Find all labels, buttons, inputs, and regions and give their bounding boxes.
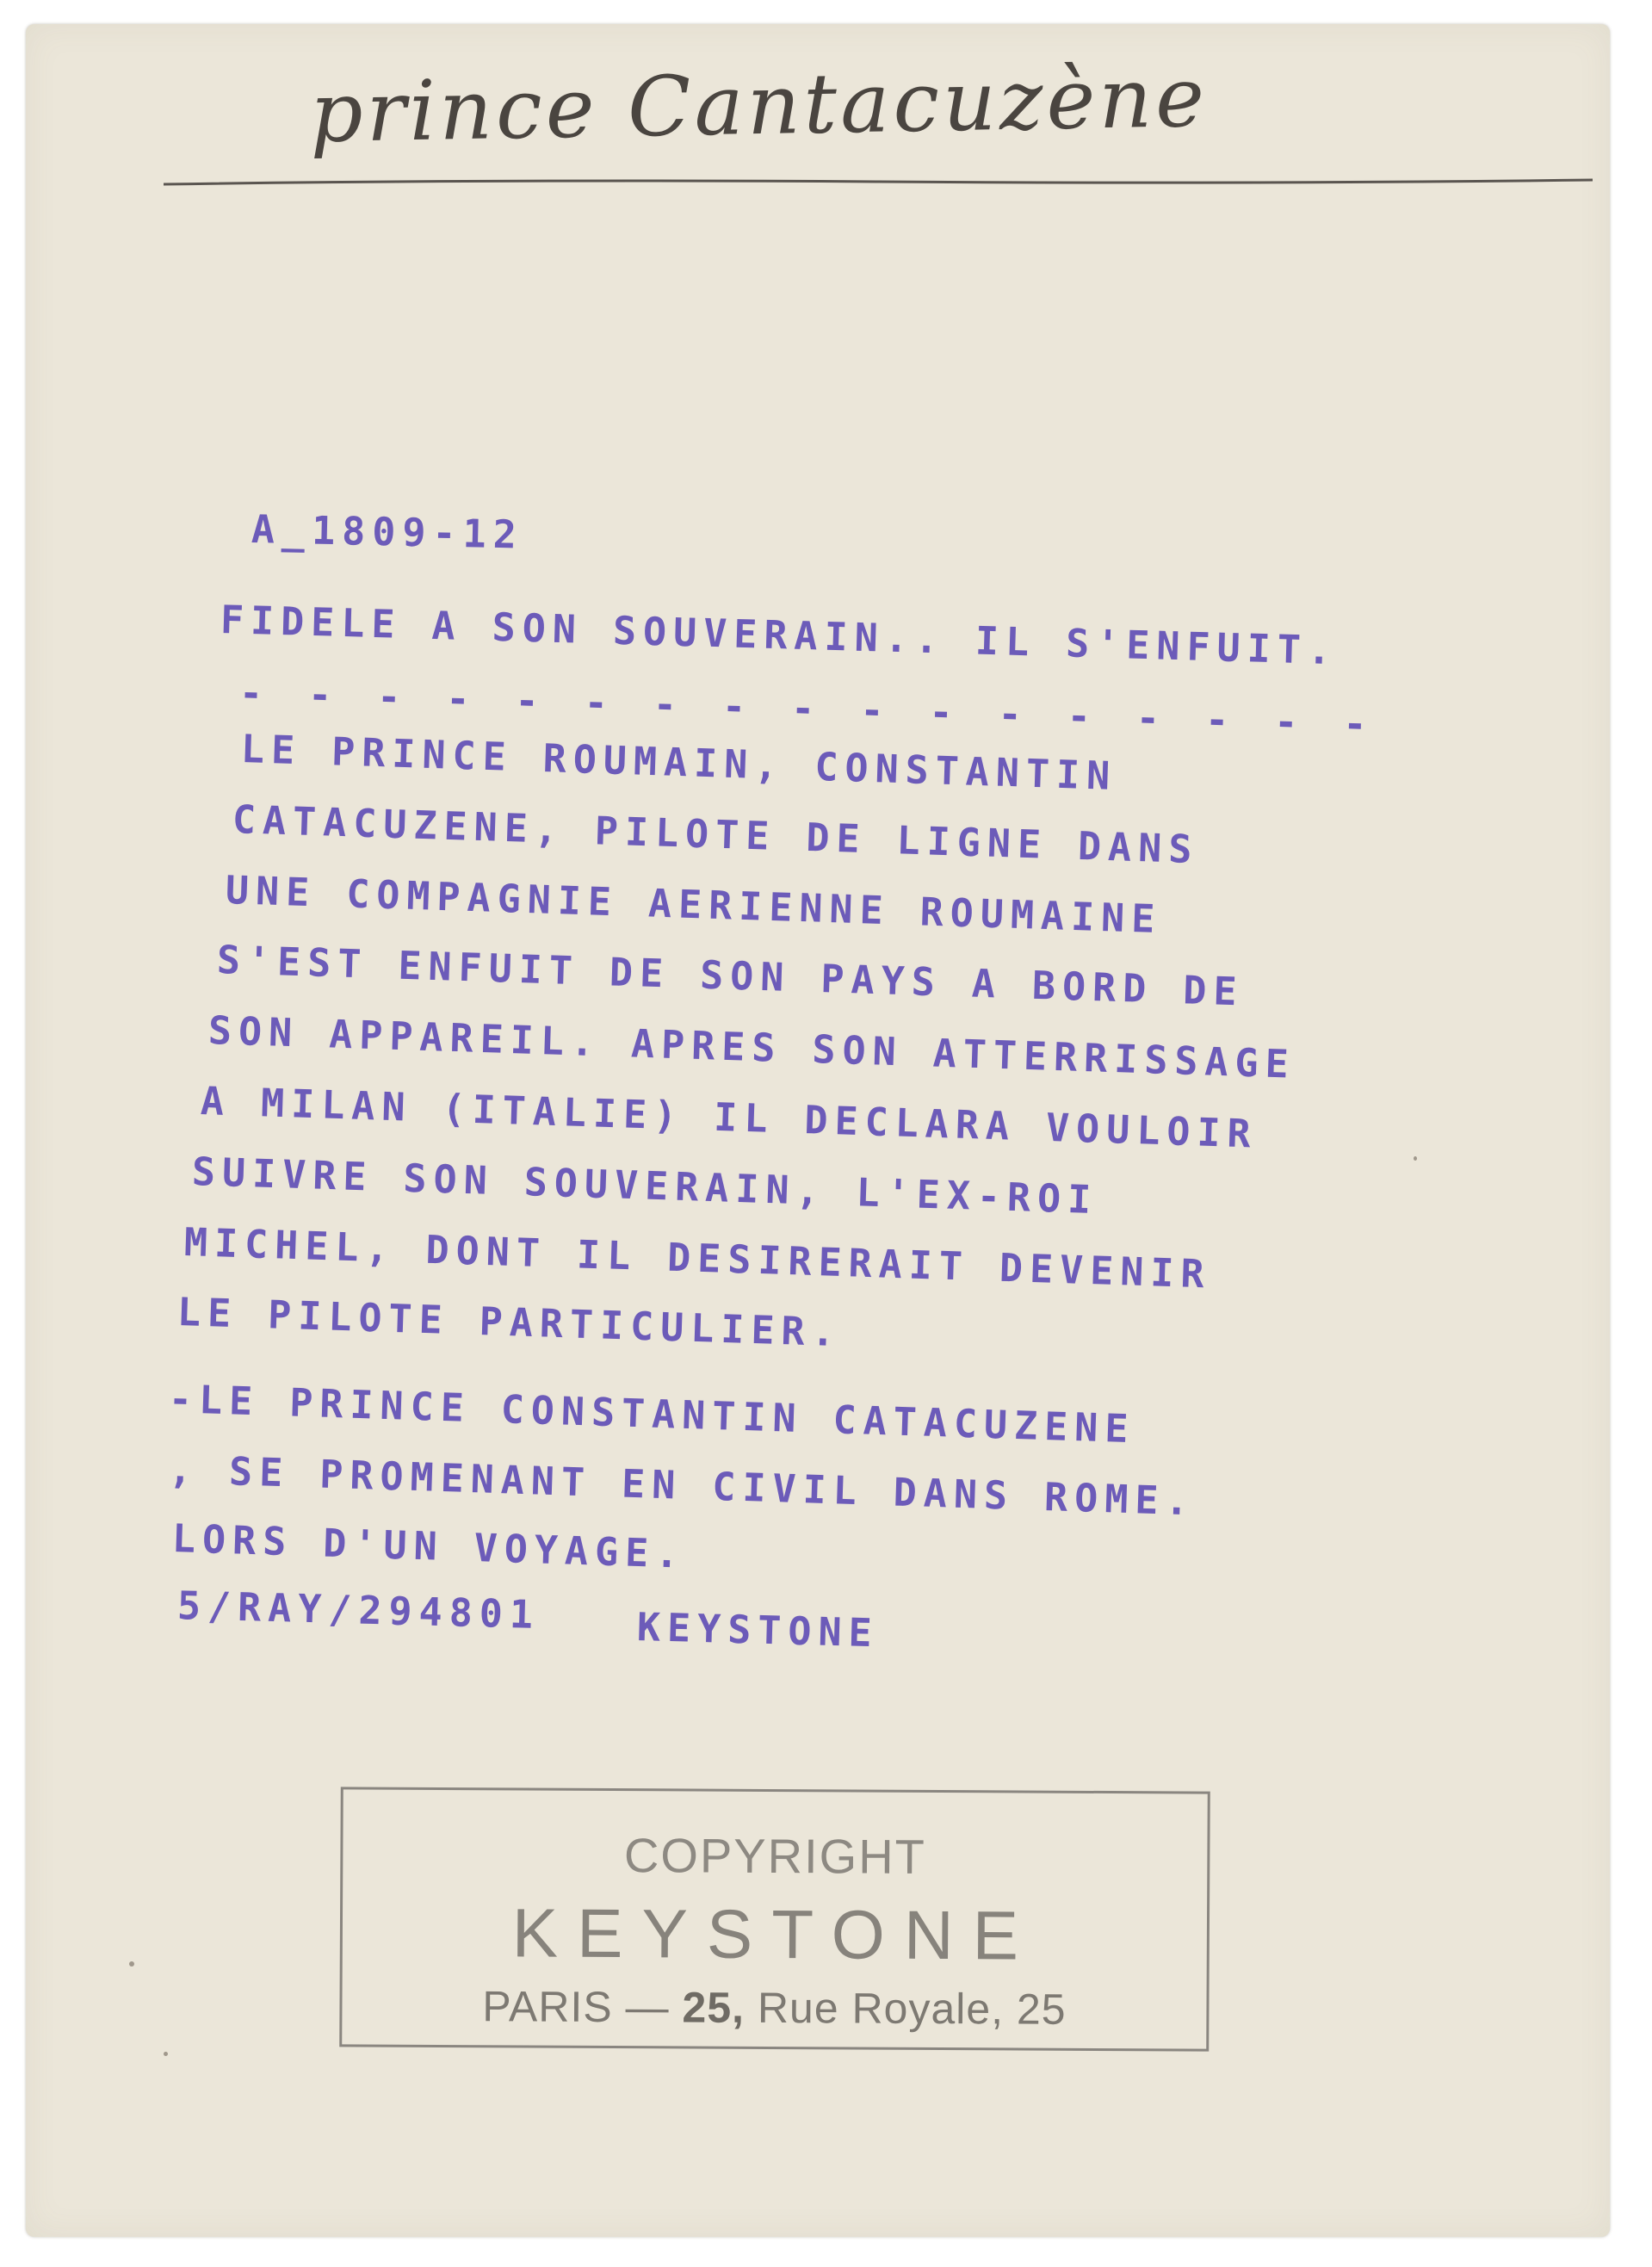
body-line: SON APPAREIL. APRES SON ATTERRISSAGE <box>207 1007 1296 1087</box>
paper-speck <box>164 2052 168 2056</box>
body-line: LE PILOTE PARTICULIER. <box>176 1289 843 1356</box>
stamp-address <box>342 1980 1206 2035</box>
photo-caption-line: -LE PRINCE CONSTANTIN CATACUZENE <box>168 1376 1136 1452</box>
agency-reference: 5/RAY/294801 <box>176 1583 541 1638</box>
copyright-stamp <box>339 1787 1210 2051</box>
stamp-city: PARIS <box>482 1982 613 2032</box>
headline: FIDELE A SON SOUVERAIN.. IL S'ENFUIT. <box>220 597 1339 674</box>
agency-name: KEYSTONE <box>636 1604 880 1657</box>
body-line: SUIVRE SON SOUVERAIN, L'EX-ROI <box>191 1149 1099 1223</box>
body-line: LE PRINCE ROUMAIN, CONSTANTIN <box>240 726 1118 799</box>
body-line: UNE COMPAGNIE AERIENNE ROUMAINE <box>225 867 1163 943</box>
separator-line: - - - - - - - - - - - - - - - - - <box>238 670 1379 747</box>
photo-back-card <box>26 24 1610 2237</box>
reference-number: A_1809-12 <box>251 506 524 558</box>
stamp-number: 25, <box>682 1983 746 2032</box>
handwritten-caption: prince Cantacuzène <box>309 48 1209 162</box>
body-line: S'EST ENFUIT DE SON PAYS A BORD DE <box>216 937 1245 1015</box>
body-line: MICHEL, DONT IL DESIRERAIT DEVENIR <box>183 1219 1212 1298</box>
stamp-street: Rue Royale, 25 <box>757 1983 1067 2034</box>
body-line: A MILAN (ITALIE) IL DECLARA VOULOIR <box>200 1078 1259 1157</box>
stamp-brand: KEYSTONE <box>511 1894 1038 1974</box>
stamp-dash: — <box>625 1983 670 2032</box>
photo-caption-line: LORS D'UN VOYAGE. <box>171 1515 687 1577</box>
stamp-copyright-label: COPYRIGHT <box>623 1828 927 1884</box>
body-line: CATACUZENE, PILOTE DE LIGNE DANS <box>232 796 1200 873</box>
paper-speck <box>129 1961 134 1967</box>
photo-caption-line: , SE PROMENANT EN CIVIL DANS ROME. <box>168 1446 1197 1525</box>
paper-speck <box>1414 1156 1417 1161</box>
